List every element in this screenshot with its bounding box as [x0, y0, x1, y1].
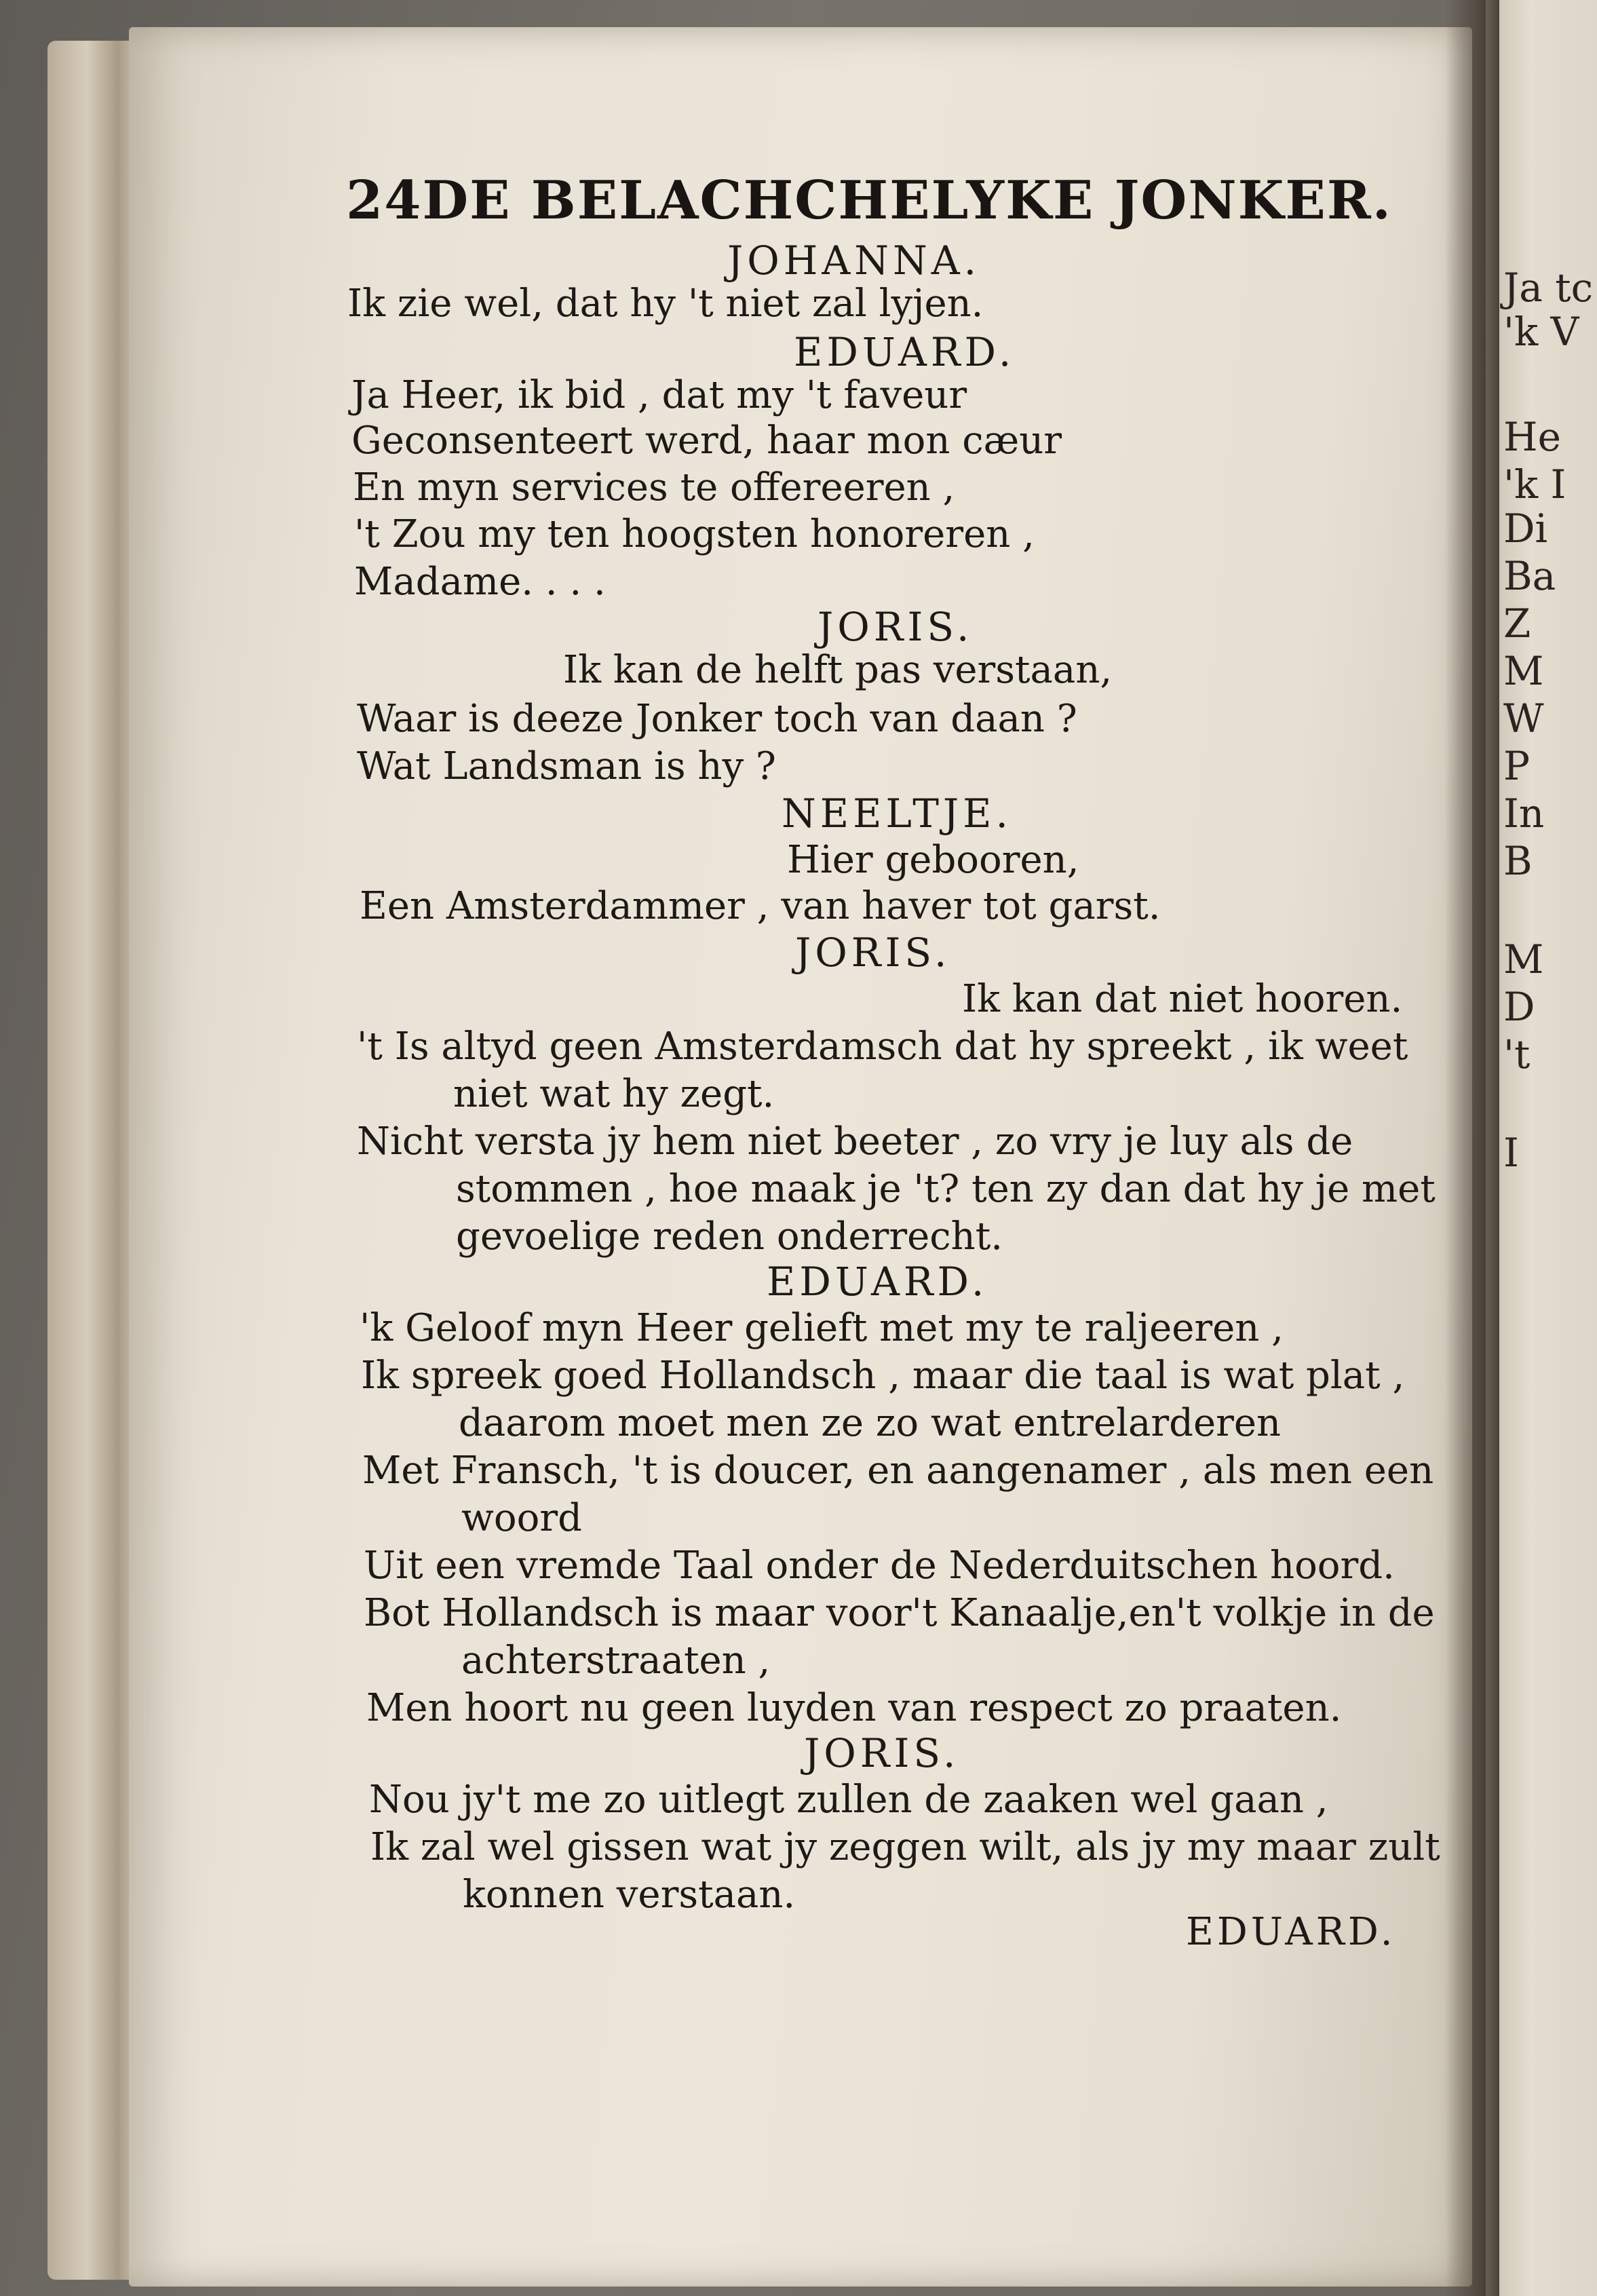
verse-line: Ik zie wel, dat hy 't niet zal lyjen. [347, 282, 984, 326]
verse-line: Ja Heer, ik bid , dat my 't faveur [351, 373, 967, 417]
verse-line: gevoelige reden onderrecht. [456, 1214, 1003, 1259]
facing-fragment: M [1503, 648, 1544, 694]
speaker-name: JORIS. [795, 930, 951, 976]
facing-fragment: P [1503, 743, 1531, 789]
verse-line: 't Is altyd geen Amsterdamsch dat hy spreekt , ik weet [357, 1025, 1408, 1069]
facing-fragment: In [1503, 790, 1545, 837]
verse-line: Nicht versta jy hem niet beeter , zo vry je luy als de [357, 1120, 1353, 1164]
verse-line: Ik zal wel gissen wat jy zeggen wilt, als jy my maar zult [370, 1825, 1440, 1869]
verse-line: Ik kan de helft pas verstaan, [563, 648, 1113, 692]
speaker-name: EDUARD. [794, 329, 1016, 375]
gutter-shadow [1445, 0, 1499, 2296]
facing-fragment: I [1503, 1130, 1519, 1176]
speaker-name: JOHANNA. [727, 237, 981, 284]
verse-line: niet wat hy zegt. [453, 1072, 775, 1116]
speaker-name: JORIS. [817, 604, 974, 650]
facing-fragment: 'k V [1503, 309, 1579, 355]
verse-line: En myn services te offereeren , [353, 465, 955, 510]
speaker-name: JORIS. [804, 1730, 960, 1776]
verse-line: Nou jy't me zo uitlegt zullen de zaaken wel gaan , [369, 1778, 1328, 1822]
verse-line: stommen , hoe maak je 't? ten zy dan dat hy je met [456, 1167, 1436, 1211]
verse-line: Ik kan dat niet hooren. [962, 977, 1403, 1021]
verse-line: Met Fransch, 't is doucer, en aangenamer , als men een [362, 1449, 1434, 1493]
verse-line: Ik spreek goed Hollandsch , maar die taal is wat plat , [361, 1354, 1405, 1398]
facing-fragment: Di [1503, 505, 1548, 552]
facing-fragment: M [1503, 936, 1544, 982]
verse-line: Bot Hollandsch is maar voor't Kanaalje,en't volkje in de [364, 1591, 1435, 1635]
verse-line: 't Zou my ten hoogsten honoreren , [354, 512, 1035, 556]
facing-fragment: W [1503, 695, 1544, 742]
facing-fragment: Z [1503, 600, 1531, 647]
speaker-name: NEELTJE. [782, 790, 1012, 837]
facing-fragment: B [1503, 838, 1533, 884]
verse-line: Uit een vremde Taal onder de Nederduitschen hoord. [364, 1544, 1395, 1588]
facing-fragment: He [1503, 414, 1561, 460]
verse-line: Waar is deeze Jonker toch van daan ? [357, 697, 1077, 741]
verse-line: Madame. . . . [354, 560, 606, 604]
verse-line: Wat Landsman is hy ? [357, 744, 776, 788]
verse-line: Men hoort nu geen luyden van respect zo praaten. [366, 1686, 1342, 1730]
facing-fragment: Ba [1503, 553, 1556, 599]
catchword: EDUARD. [1186, 1910, 1396, 1954]
verse-line: Hier gebooren, [787, 838, 1079, 882]
running-head: 24DE BELACHCHELYKE JONKER. [346, 170, 1392, 231]
verse-line: achterstraaten , [461, 1639, 771, 1683]
verse-line: konnen verstaan. [463, 1873, 796, 1917]
verse-line: Geconsenteert werd, haar mon cæur [351, 419, 1062, 463]
verse-line: woord [461, 1496, 582, 1540]
speaker-name: EDUARD. [767, 1259, 988, 1305]
verse-line: daarom moet men ze zo wat entrelarderen [459, 1401, 1282, 1445]
facing-fragment: 't [1503, 1031, 1531, 1077]
verse-line: 'k Geloof myn Heer gelieft met my te raljeeren , [360, 1306, 1284, 1350]
facing-page [1486, 0, 1597, 2296]
verse-line: Een Amsterdammer , van haver tot garst. [360, 884, 1161, 928]
facing-fragment: 'k I [1503, 461, 1566, 508]
facing-fragment: D [1503, 984, 1535, 1030]
facing-fragment: Ja tc [1503, 265, 1594, 311]
